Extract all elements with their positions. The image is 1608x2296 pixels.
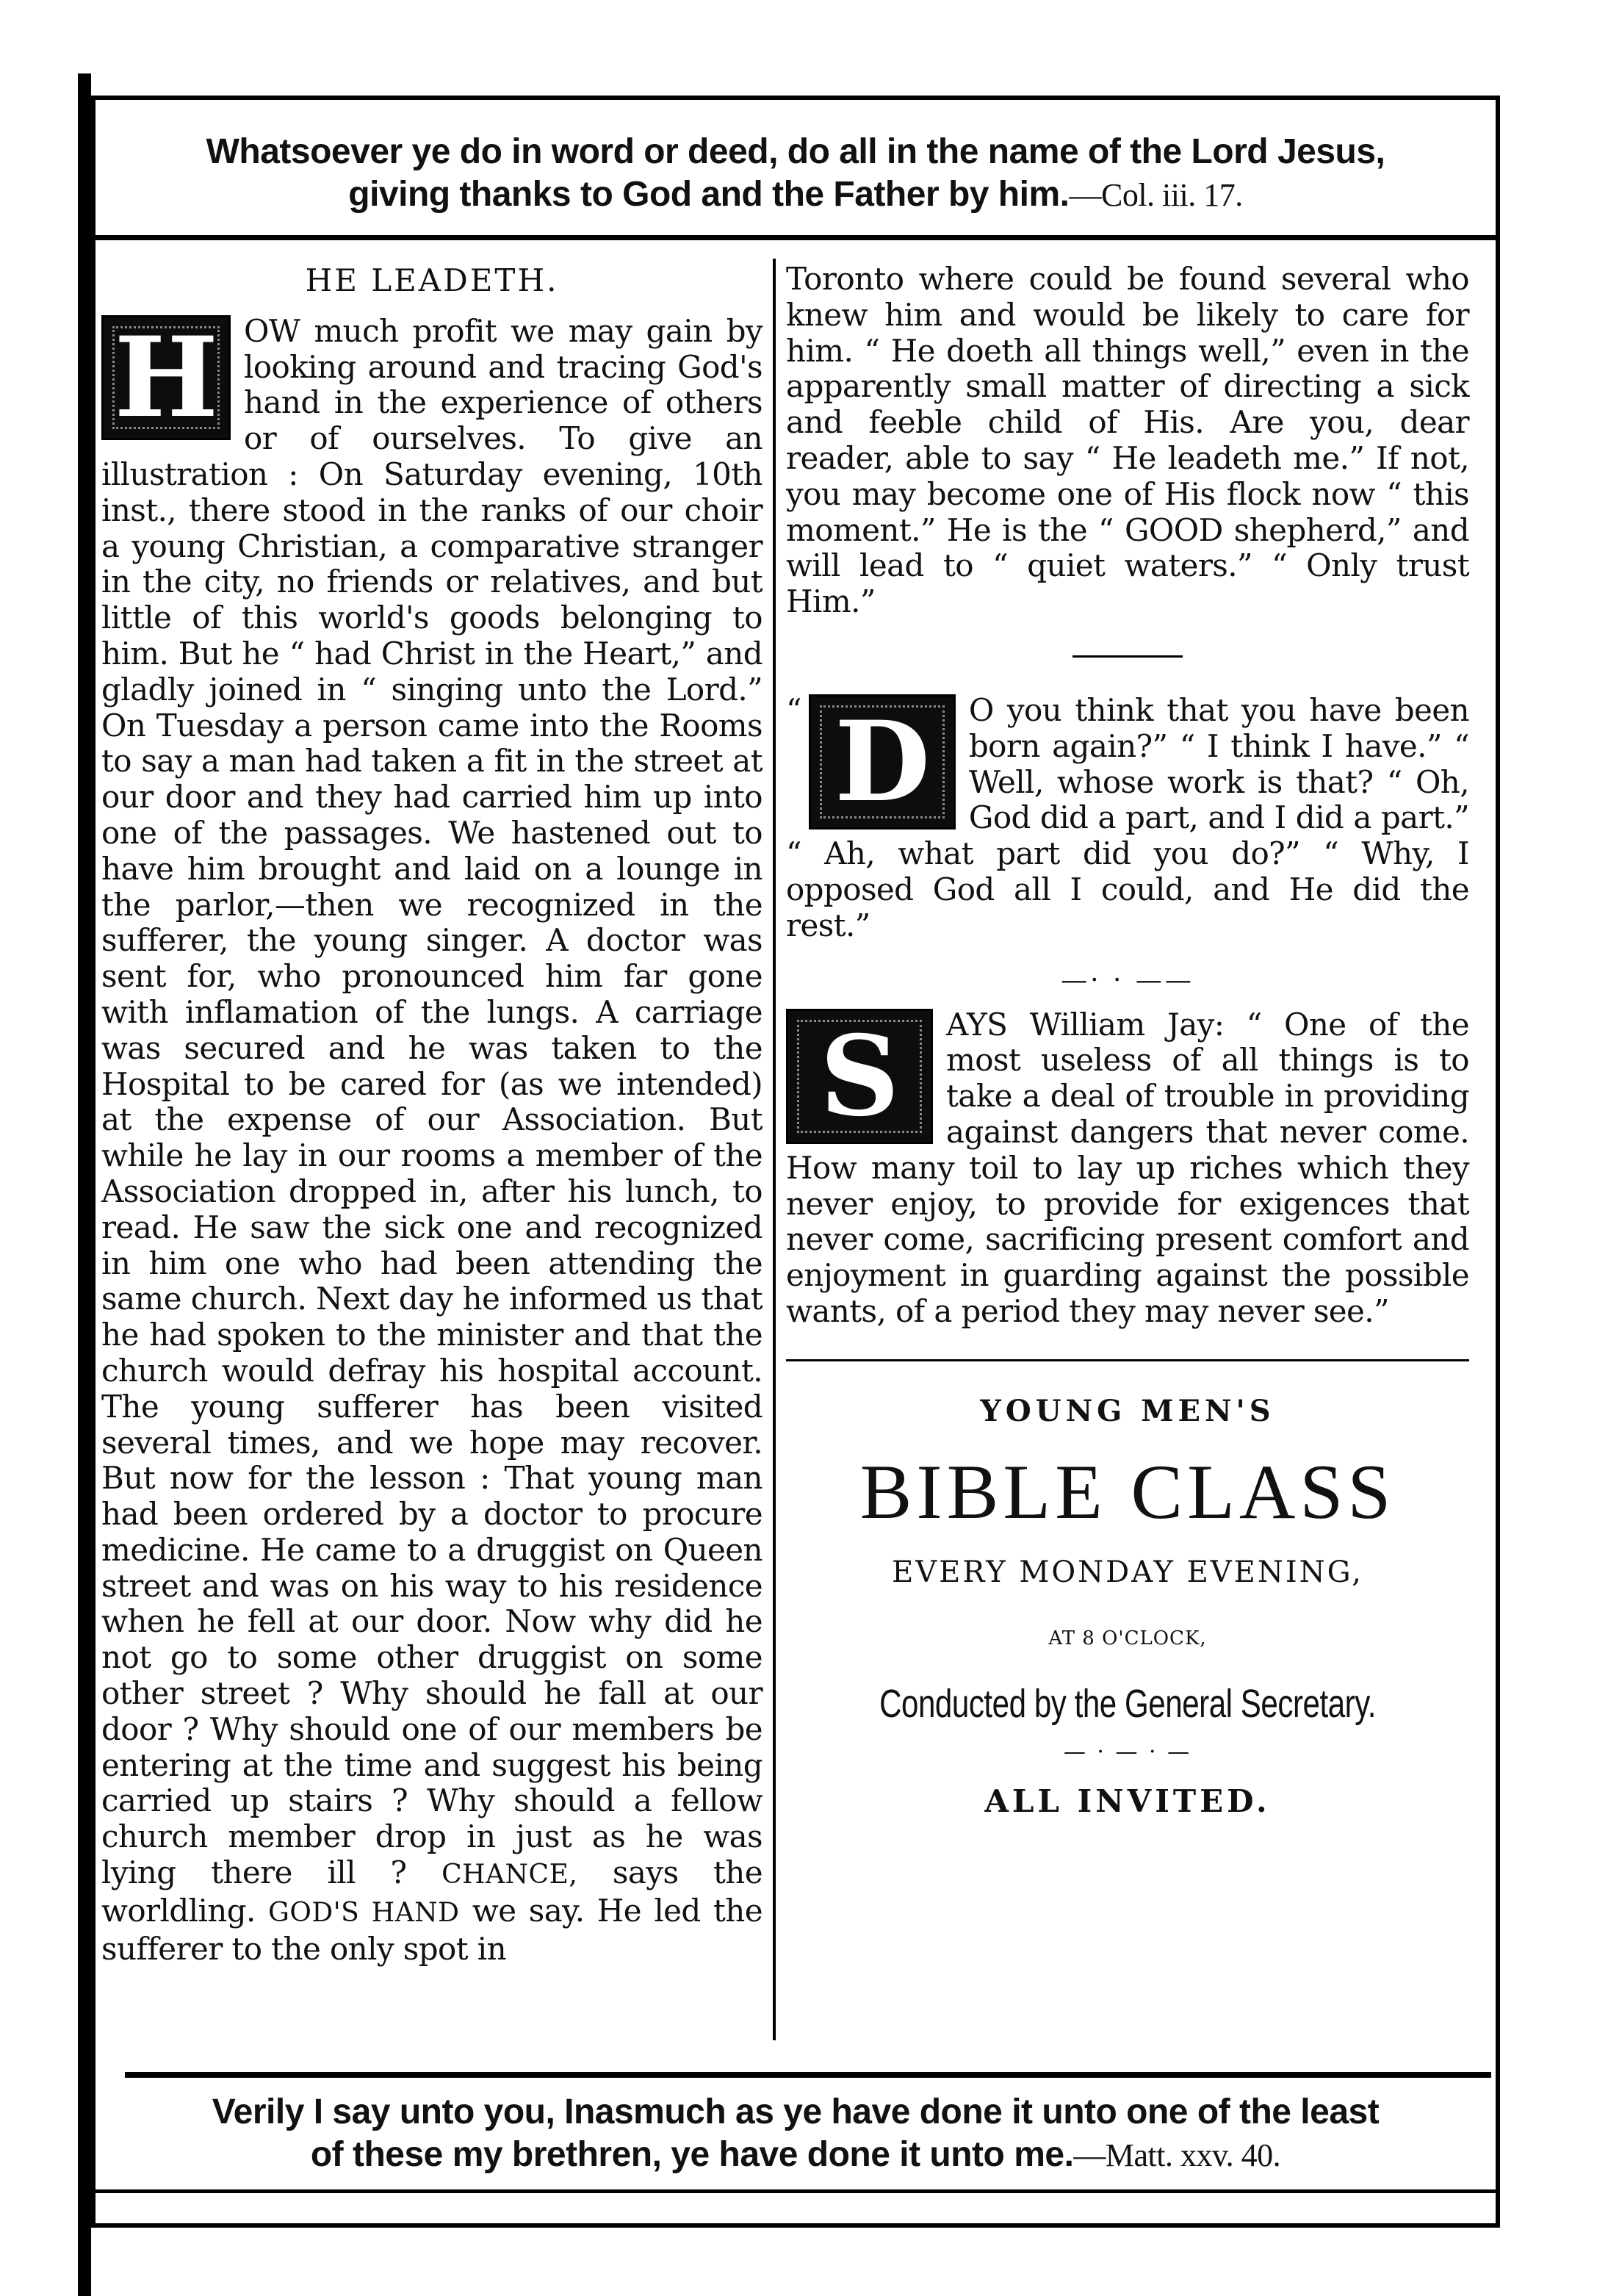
header-rule [91, 235, 1500, 240]
header-verse-line2: giving thanks to God and the Father by him. [348, 175, 1070, 214]
header-verse-line1: Whatsoever ye do in word or deed, do all in the name of the Lord Jesus, [206, 132, 1385, 171]
bible-class-heading: BIBLE CLASS [859, 1448, 1396, 1535]
footer-verse [91, 2091, 1500, 2177]
worldling-text: says the worldling. [101, 1854, 762, 1929]
born-again-text: O you think that you have been born again?” “ I think I have.” “ Well, whose work is that? “ Oh, God did a part, and I did a part.” “ Ah, what part did you do?” “ Why, I opposed God all I could, and He did the rest.” [786, 691, 1469, 943]
dropcap-letter: S [820, 1011, 899, 1141]
article-body [101, 314, 762, 1968]
footer-verse-line1: Verily I say unto you, Inasmuch as ye have done it unto one of the least [212, 2092, 1380, 2131]
william-jay-text: AYS William Jay: “ One of the most useless of all things is to take a deal of trouble in providing against dangers that never come. How many toil to lay up riches which they never enjoy, to provide for exigences that never come, sacrificing present comfort and enjoyment in guarding against the possible wants, of a period they may never see.” [786, 1006, 1469, 1329]
all-invited-text: ALL INVITED. [984, 1782, 1271, 1819]
article-text-end: we say. He led the sufferer to the only spot in [101, 1892, 762, 1967]
gods-hand-smallcaps: GOD'S HAND [268, 1897, 460, 1928]
ornamental-dropcap-s [786, 1009, 933, 1144]
footer-rule [125, 2072, 1491, 2078]
conducted-by-text: Conducted by the General Secretary. [879, 1682, 1376, 1727]
dotted-separator: —· · —— [1061, 965, 1194, 996]
ornamental-dropcap-d [809, 694, 956, 829]
dash-separator: — · — · — [1063, 1738, 1192, 1765]
chance-smallcaps: CHANCE, [441, 1860, 578, 1890]
ornamental-dropcap-h [101, 312, 231, 442]
short-separator [1072, 655, 1183, 658]
header-verse-reference: —Col. iii. 17. [1069, 177, 1243, 213]
footer-verse-line2-wrap [91, 2134, 1500, 2177]
left-column [101, 262, 762, 1967]
bible-class-notice [786, 1359, 1469, 1820]
bottom-rule [91, 2189, 1500, 2193]
dropcap-letter: H [114, 312, 218, 442]
time-text: AT 8 O'CLOCK, [1048, 1627, 1207, 1650]
column-divider [773, 259, 776, 2040]
header-verse-line2-wrap [91, 173, 1500, 217]
right-column [786, 262, 1469, 1820]
footer-verse-line2: of these my brethren, ye have done it unto me. [310, 2135, 1074, 2174]
young-mens-heading: YOUNG MEN'S [980, 1393, 1275, 1428]
header-verse [91, 131, 1500, 217]
article-continuation: Toronto where could be found several who knew him and would be likely to care for him. “ He doeth all things well,” even in the apparently small matter of directing a sick and feeble child of His. Are you, dear reader, able to say “ He leadeth me.” If not, you may become one of His flock now “ this moment.” He is the “ GOOD shepherd,” and will lead to “ quiet waters.” “ Only trust Him.” [786, 261, 1469, 620]
dropcap-letter: D [834, 697, 930, 827]
footer-verse-reference: —Matt. xxv. 40. [1073, 2137, 1281, 2173]
born-again-item [786, 693, 1469, 944]
article-title: HE LEADETH. [305, 262, 559, 298]
open-quote: “ [786, 691, 801, 728]
page-spine [78, 73, 91, 2296]
william-jay-item [786, 1007, 1469, 1330]
article-text: OW much profit we may gain by looking around and tracing God's hand in the experience of others or of ourselves. To give an illustration : On Saturday evening, 10th inst., there stood in the ranks of our choir a young Christian, a comparative stranger in the city, no friends or relatives, and but little of this world's goods belonging to him. But he “ had Christ in the Heart,” and gladly joined in “ singing unto the Lord.” On Tuesday a person came into the Rooms to say a man had taken a fit in the street at our door and they had carried him up into one of the passages. We hastened out to have him brought and laid on a lounge in the parlor,—then we recognized in the sufferer, the young singer. A doctor was sent for, who pronounced him far gone with inflamation of the lungs. A carriage was secured and he was taken to the Hospital to be cared for (as we intended) at the expense of our Association. But while he lay in our rooms a member of the Association dropped in, after his lunch, to read. He saw the sick one and recognized in him one who had been attending the same church. Next day he informed us that he had spoken to the minister and that the church would defray his hospital account. The young sufferer has been visited several times, and we hope may recover. But now for the lesson : That young man had been ordered by a doctor to procure medicine. He came to a druggist on Queen street and was on his way to his residence when he fell at our door. Now why did he not go to some other druggist on some other street ? Why should he fall at our door ? Why should one of our members be entering at the time and suggest his being carried up stairs ? Why should a fellow church member drop in just as he was lying there ill ? [101, 312, 762, 1891]
every-monday-text: EVERY MONDAY EVENING, [892, 1555, 1363, 1589]
